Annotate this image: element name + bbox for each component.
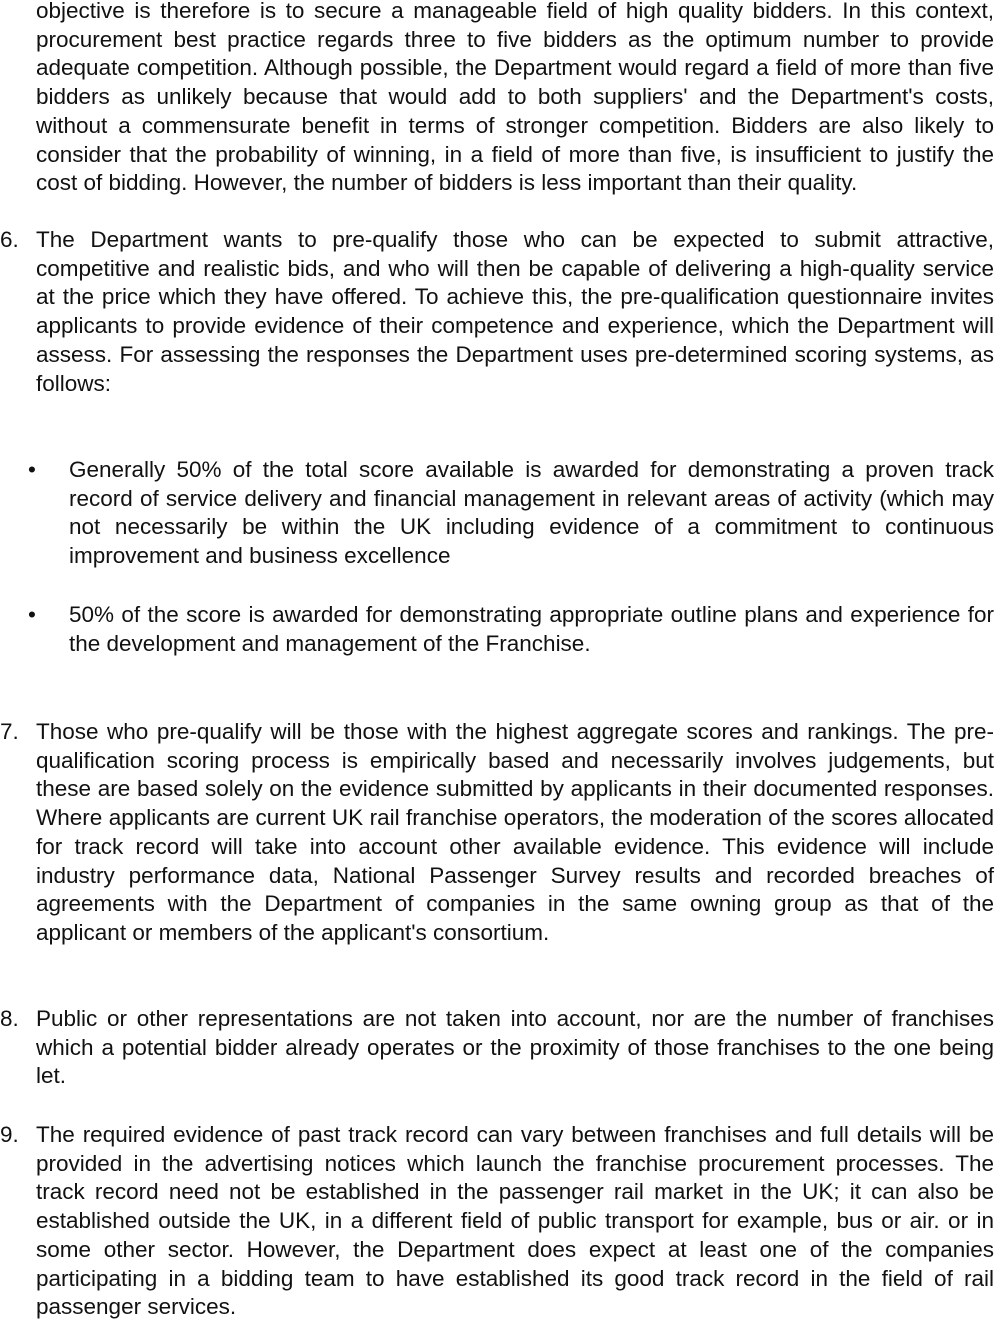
paragraph-8 <box>0 1005 995 1091</box>
bullet-icon: • <box>28 602 36 627</box>
paragraph-text: Those who pre-qualify will be those with the highest aggregate scores and rankings. The pre-qualification scoring process is empirically based and necessarily involves judgements, but these are based solely on the evidence submitted by applicants in their documented responses. Where applicants are current UK rail franchise operators, the moderation of the scores allocated for track record will take into account other available evidence. This evidence will include industry performance data, National Passenger Survey results and recorded breaches of agreements with the Department of companies in the same owning group as that of the applicant or members of the applicant's consortium. <box>36 719 994 945</box>
paragraph-number: 6. <box>0 227 19 252</box>
paragraph-number: 7. <box>0 719 19 744</box>
paragraph-number: 9. <box>0 1122 19 1147</box>
paragraph-text: Public or other representations are not taken into account, nor are the number of franchises which a potential bidder already operates or the proximity of those franchises to the one being let. <box>36 1006 994 1089</box>
bullet-item-2 <box>0 601 995 658</box>
paragraph-9 <box>0 1121 995 1322</box>
paragraph-text: objective is therefore is to secure a manageable field of high quality bidders. In this context, procurement best practice regards three to five bidders as the optimum number to provide adequate competition. Although possible, the Department would regard a field of more than five bidders as unlikely because that would add to both suppliers' and the Department's costs, without a commensurate benefit in terms of stronger competition. Bidders are also likely to consider that the probability of winning, in a field of more than five, is insufficient to justify the cost of bidding. However, the number of bidders is less important than their quality. <box>36 0 994 196</box>
paragraph-5-continuation <box>36 0 994 198</box>
paragraph-text: The required evidence of past track record can vary between franchises and full details will be provided in the advertising notices which launch the franchise procurement processes. The track record need not be established in the passenger rail market in the UK; it can also be established outside the UK, in a different field of public transport for example, bus or air. or in some other sector. However, the Department does expect at least one of the companies participating in a bidding team to have established its good track record in the field of rail passenger services. <box>36 1122 994 1320</box>
bullet-text: 50% of the score is awarded for demonstrating appropriate outline plans and experience for the development and management of the Franchise. <box>69 602 994 656</box>
paragraph-6 <box>0 226 995 398</box>
bullet-text: Generally 50% of the total score available is awarded for demonstrating a proven track record of service delivery and financial management in relevant areas of activity (which may not necessarily be within the UK including evidence of a commitment to continuous improvement and business excellence <box>69 457 994 569</box>
bullet-icon: • <box>28 457 36 482</box>
paragraph-text: The Department wants to pre-qualify those who can be expected to submit attractive, competitive and realistic bids, and who will then be capable of delivering a high-quality service at the price which they have offered. To achieve this, the pre-qualification questionnaire invites applicants to provide evidence of their competence and experience, which the Department will assess. For assessing the responses the Department uses pre-determined scoring systems, as follows: <box>36 227 994 396</box>
paragraph-7 <box>0 718 995 948</box>
bullet-item-1 <box>0 456 995 571</box>
paragraph-number: 8. <box>0 1006 19 1031</box>
